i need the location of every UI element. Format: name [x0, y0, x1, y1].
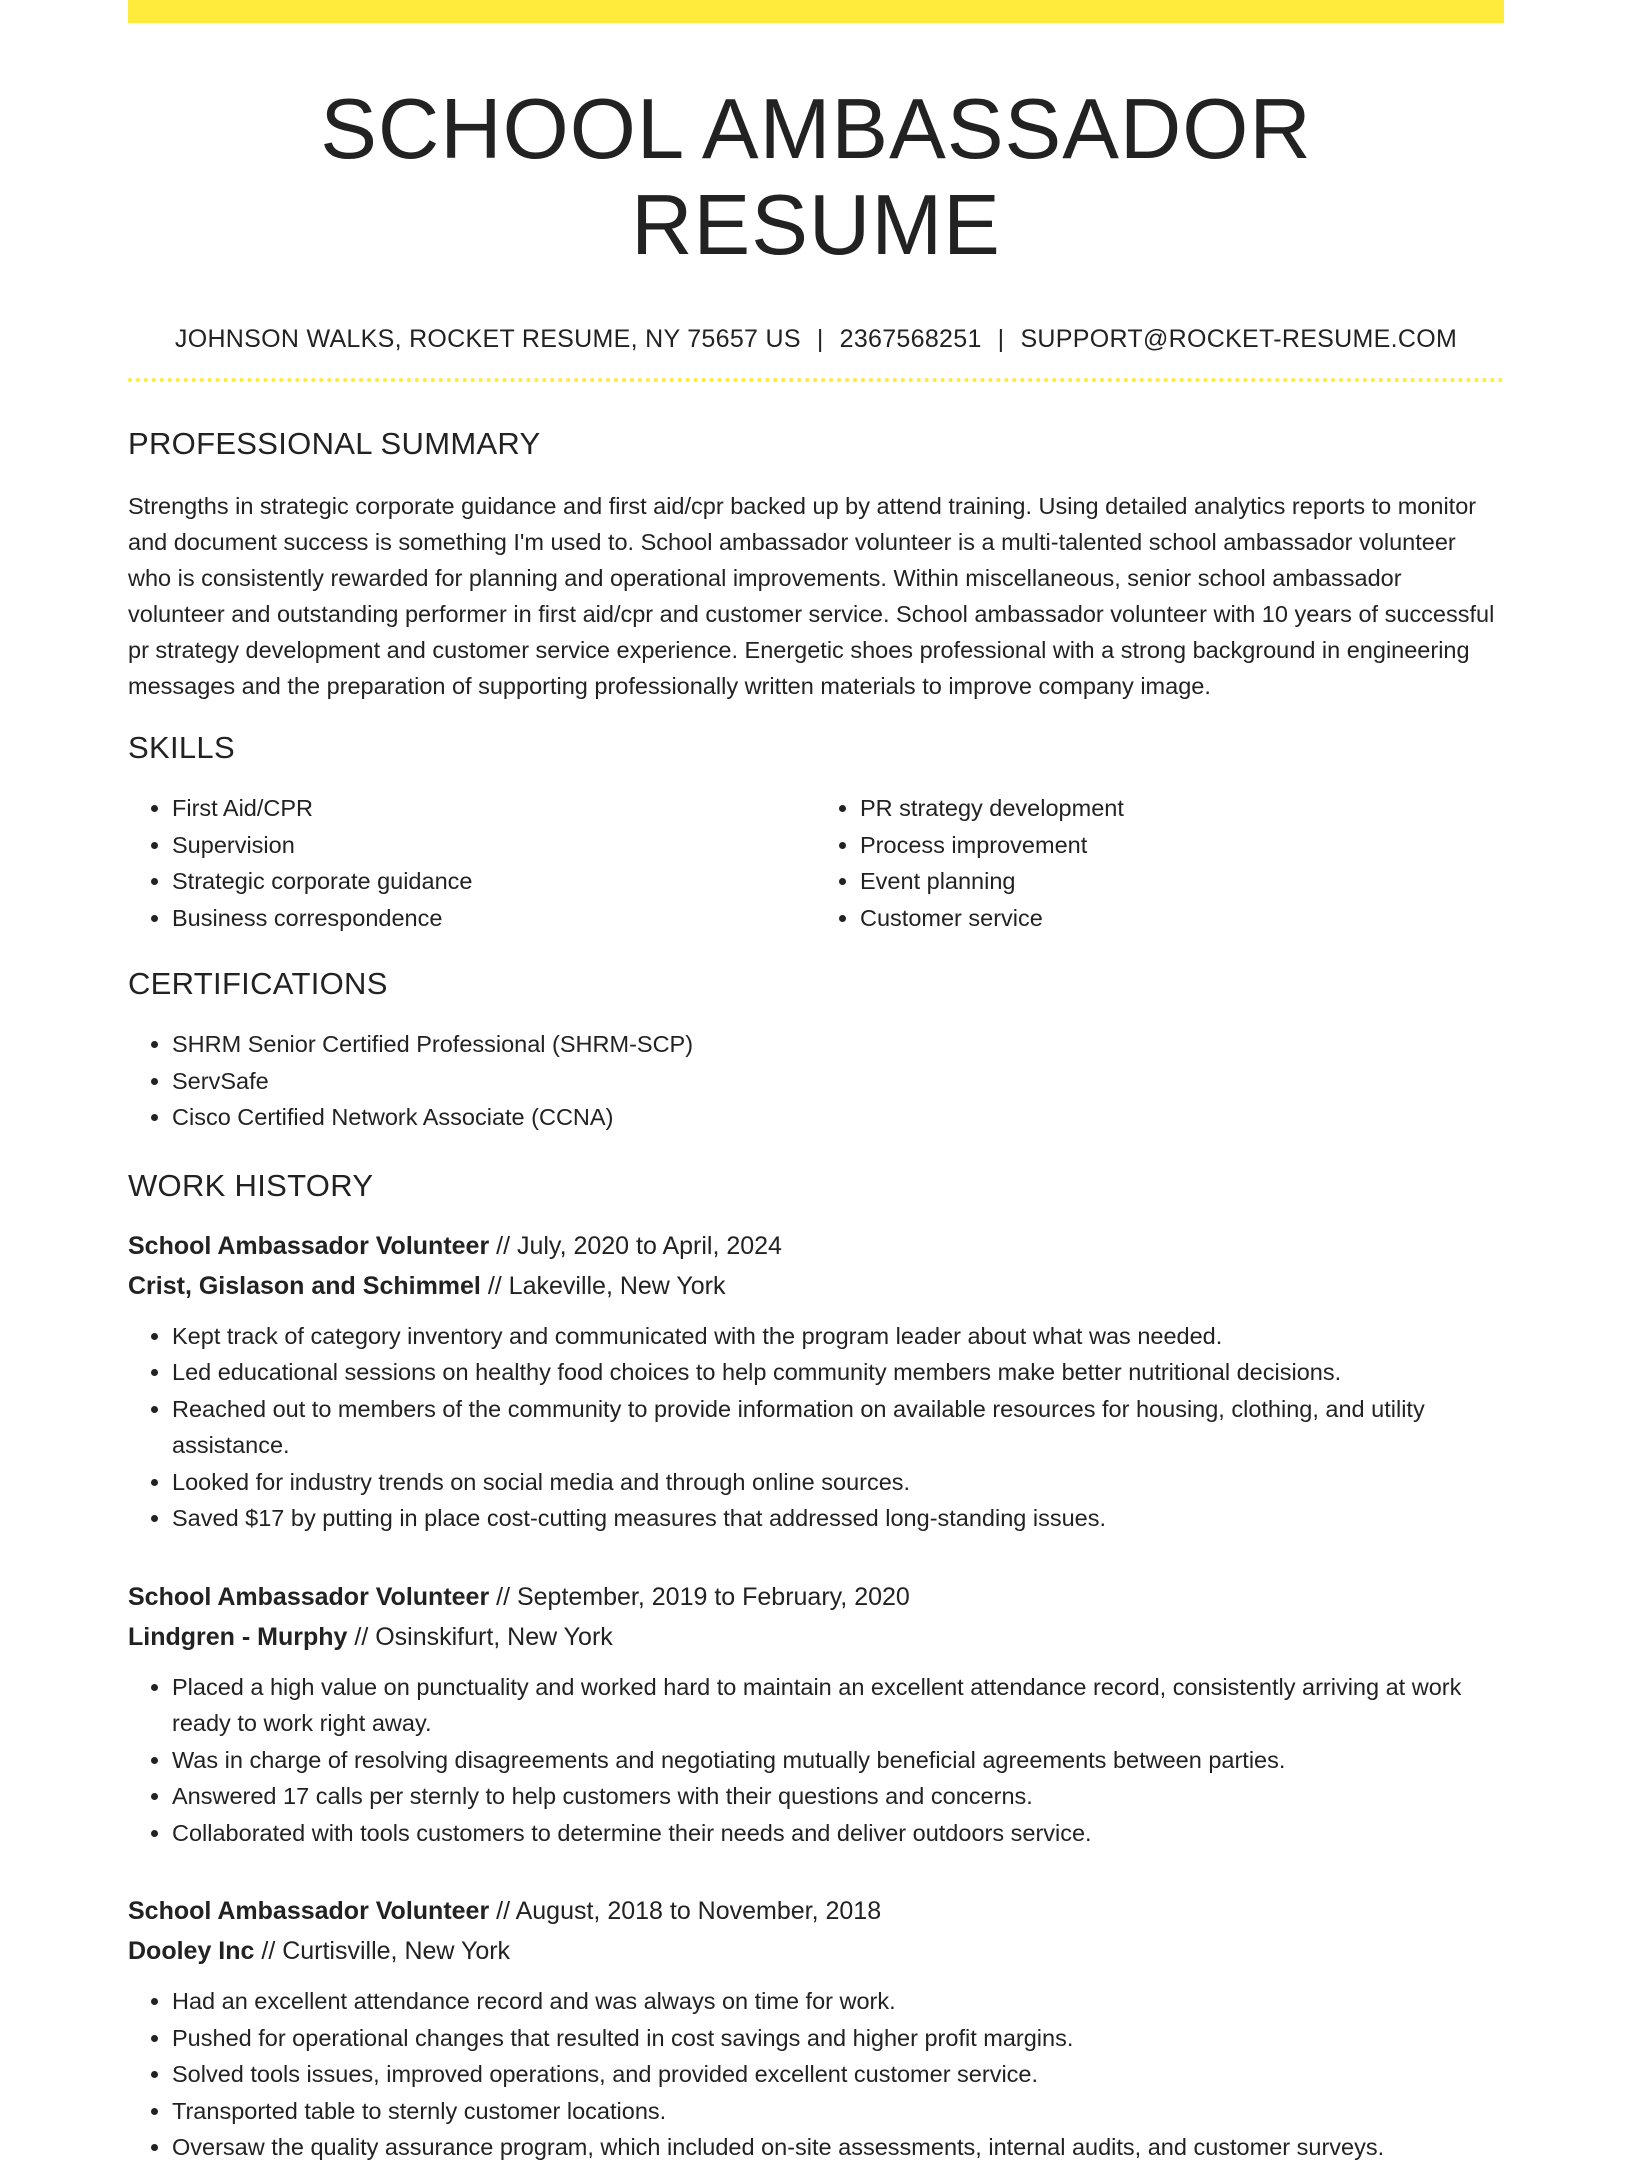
skill-item: • Strategic corporate guidance: [172, 863, 816, 900]
skill-item: • Customer service: [860, 900, 1504, 937]
skills-list-left: [128, 790, 816, 936]
job-company-line: [128, 1931, 1504, 1971]
job-title-line: [128, 1891, 1504, 1931]
skill-item: • Event planning: [860, 863, 1504, 900]
job-bullet: • Looked for industry trends on social media and through online sources.: [172, 1464, 1504, 1501]
job-bullet: • Reached out to members of the community to provide information on available resources for housing, clothing, and utility assistance.: [172, 1391, 1504, 1464]
certification-item: • SHRM Senior Certified Professional (SHRM-SCP): [172, 1026, 1504, 1063]
job-dates: // July, 2020 to April, 2024: [489, 1231, 782, 1260]
contact-separator: |: [816, 325, 824, 353]
section-heading: SKILLS: [128, 730, 235, 765]
job-company: Dooley Inc: [128, 1937, 255, 1965]
contact-separator: |: [997, 325, 1005, 353]
skill-item: • Business correspondence: [172, 900, 816, 937]
job-dates: // September, 2019 to February, 2020: [489, 1582, 910, 1611]
job-bullets: [128, 1983, 1504, 2166]
skills-columns: [128, 790, 1504, 936]
job-company: Crist, Gislason and Schimmel: [128, 1271, 481, 1300]
job-location: // Lakeville, New York: [480, 1271, 726, 1300]
work-history-section: [128, 1168, 1504, 2166]
skill-item: • Process improvement: [860, 827, 1504, 864]
summary-text: Strengths in strategic corporate guidance and first aid/cpr backed up by attend training. Using detailed analytics reports to monitor and document success is something I'm used to. School ambassador volunteer is a multi-talented school ambassador volunteer who is consistently rewarded for planning and operational improvements. Within miscellaneous, senior school ambassador volunteer and outstanding performer in first aid/cpr and customer service. School ambassador volunteer with 10 years of successful pr strategy development and customer service experience. Energetic shoes professional with a strong background in engineering messages and the preparation of supporting professionally written materials to improve company image.: [128, 493, 1495, 699]
job-bullet: • Transported table to sternly customer locations.: [172, 2093, 1504, 2130]
job-bullet: • Pushed for operational changes that resulted in cost savings and higher profit margins.: [172, 2020, 1504, 2057]
certification-item: • Cisco Certified Network Associate (CCNA): [172, 1099, 1504, 1136]
job-bullet: • Answered 17 calls per sternly to help customers with their questions and concerns.: [172, 1778, 1504, 1815]
job-title-line: [128, 1577, 1504, 1617]
job-bullet: • Had an excellent attendance record and was always on time for work.: [172, 1983, 1504, 2020]
contact-phone: 2367568251: [839, 325, 982, 353]
job-entry: [128, 1577, 1504, 1852]
skills-section: [128, 730, 1504, 936]
skill-item: • Supervision: [172, 827, 816, 864]
job-title: School Ambassador Volunteer: [128, 1231, 490, 1260]
job-dates: // August, 2018 to November, 2018: [489, 1897, 882, 1925]
job-bullets: [128, 1318, 1504, 1537]
contact-address: JOHNSON WALKS, ROCKET RESUME, NY 75657 US: [174, 325, 801, 353]
job-bullet: • Collaborated with tools customers to determine their needs and deliver outdoors service.: [172, 1815, 1504, 1852]
certifications-section: [128, 966, 1504, 1136]
dotted-divider: [128, 378, 1504, 382]
section-heading: PROFESSIONAL SUMMARY: [128, 426, 541, 461]
job-title: School Ambassador Volunteer: [128, 1582, 490, 1611]
skill-item: • First Aid/CPR: [172, 790, 816, 827]
certifications-list: [128, 1026, 1504, 1136]
job-company-line: [128, 1266, 1504, 1306]
job-bullets: [128, 1669, 1504, 1852]
job-location: // Osinskifurt, New York: [347, 1622, 613, 1651]
job-bullet: • Led educational sessions on healthy food choices to help community members make better nutritional decisions.: [172, 1354, 1504, 1391]
job-entry: [128, 1226, 1504, 1537]
resume-title: SCHOOL AMBASSADOR RESUME: [320, 82, 1312, 273]
resume-content: [128, 0, 1504, 2166]
professional-summary-section: [128, 426, 1504, 704]
job-title-line: [128, 1226, 1504, 1266]
job-bullet: • Solved tools issues, improved operations, and provided excellent customer service.: [172, 2056, 1504, 2093]
job-bullet: • Oversaw the quality assurance program, which included on-site assessments, internal audits, and customer surveys.: [172, 2129, 1504, 2166]
job-company: Lindgren - Murphy: [128, 1622, 348, 1651]
contact-email: SUPPORT@ROCKET-RESUME.COM: [1020, 325, 1458, 353]
section-heading: CERTIFICATIONS: [128, 966, 388, 1001]
section-heading: WORK HISTORY: [128, 1167, 374, 1203]
skill-item: • PR strategy development: [860, 790, 1504, 827]
job-bullet: • Kept track of category inventory and communicated with the program leader about what was needed.: [172, 1318, 1504, 1355]
job-location: // Curtisville, New York: [254, 1937, 511, 1965]
job-entry: [128, 1891, 1504, 2166]
job-bullet: • Was in charge of resolving disagreements and negotiating mutually beneficial agreements between parties.: [172, 1742, 1504, 1779]
job-bullet: • Saved $17 by putting in place cost-cutting measures that addressed long-standing issues.: [172, 1500, 1504, 1537]
job-bullet: • Placed a high value on punctuality and worked hard to maintain an excellent attendance record, consistently arriving at work ready to work right away.: [172, 1669, 1504, 1742]
skills-list-right: [816, 790, 1504, 936]
job-company-line: [128, 1617, 1504, 1657]
job-title: School Ambassador Volunteer: [128, 1897, 490, 1925]
contact-line: [128, 324, 1504, 354]
certification-item: • ServSafe: [172, 1063, 1504, 1100]
